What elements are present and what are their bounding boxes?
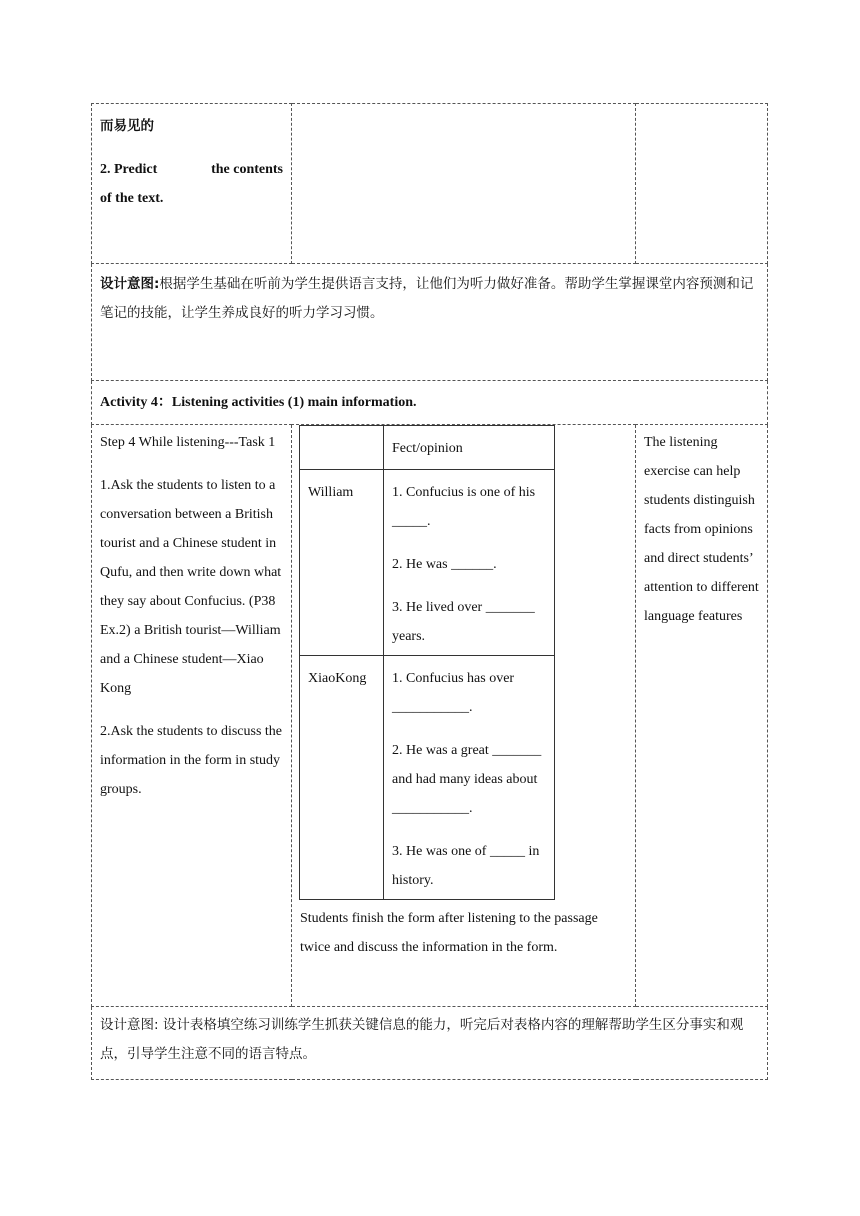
form-item: 2. He was a great _______ and had many ideas about ___________. bbox=[392, 743, 542, 816]
cell-purpose bbox=[636, 425, 768, 1007]
step-title: Step 4 While listening---Task 1 bbox=[100, 435, 276, 450]
cell-steps bbox=[92, 425, 292, 1007]
cell-activity-4 bbox=[92, 381, 768, 425]
form-name-william: William bbox=[300, 470, 384, 656]
predict-left: 2. Predict bbox=[100, 162, 158, 177]
form-after-text: Students finish the form after listening to the passage twice and discuss the information in the form. bbox=[300, 911, 598, 955]
row-design-1 bbox=[92, 264, 768, 381]
cell-empty-1 bbox=[292, 104, 636, 264]
outer-table bbox=[91, 103, 768, 1080]
cell-empty-2 bbox=[636, 104, 768, 264]
design-text-2: 设计意图: 设计表格填空练习训练学生抓获关键信息的能力，听完后对表格内容的理解帮助学生区分事实和观点，引导学生注意不同的语言特点。 bbox=[100, 1017, 744, 1062]
text-er-yi-jian-de: 而易见的 bbox=[100, 118, 154, 134]
form-header: Fect/opinion bbox=[384, 426, 555, 470]
cell-design-2 bbox=[92, 1007, 768, 1080]
form-item: 2. He was ______. bbox=[392, 557, 497, 572]
form-header-row bbox=[300, 426, 555, 470]
form-item: 1. Confucius is one of his _____. bbox=[392, 485, 536, 529]
form-item: 3. He was one of _____ in history. bbox=[392, 844, 540, 888]
design-text-1: 根据学生基础在听前为学生提供语言支持，让他们为听力做好准备。帮助学生掌握课堂内容预测和记笔记的技能，让学生养成良好的听力学习习惯。 bbox=[100, 276, 754, 321]
design-label: 设计意图: bbox=[100, 276, 160, 292]
form-items-xiaokong bbox=[384, 656, 555, 900]
form-row-xiaokong bbox=[300, 656, 555, 900]
row-predict bbox=[92, 104, 768, 264]
purpose-text: The listening exercise can help students distinguish facts from opinions and direct students’ attention to different language features bbox=[644, 435, 759, 624]
predict-right: the contents bbox=[211, 162, 283, 177]
row-activity-4 bbox=[92, 381, 768, 425]
form-header-empty bbox=[300, 426, 384, 470]
cell-predict bbox=[92, 104, 292, 264]
predict-line bbox=[100, 155, 283, 184]
step-para-2: 2.Ask the students to discuss the information in the form in study groups. bbox=[100, 724, 282, 797]
step-para-1: 1.Ask the students to listen to a conversation between a British tourist and a Chinese student in Qufu, and then write down what they say about Confucius. (P38 Ex.2) a British tourist—William and a Chinese student—Xiao Kong bbox=[100, 478, 282, 696]
cell-design-1 bbox=[92, 264, 768, 381]
fact-opinion-form bbox=[299, 425, 555, 900]
form-item: 3. He lived over _______ years. bbox=[392, 600, 535, 644]
lesson-plan-table bbox=[91, 103, 767, 1080]
activity-4-title: Activity 4：Listening activities (1) main information. bbox=[100, 395, 417, 410]
form-item: 1. Confucius has over ___________. bbox=[392, 671, 515, 715]
cell-form bbox=[292, 425, 636, 1007]
predict-line2: of the text. bbox=[100, 191, 164, 206]
form-row-william bbox=[300, 470, 555, 656]
row-design-2 bbox=[92, 1007, 768, 1080]
form-items-william bbox=[384, 470, 555, 656]
row-listening bbox=[92, 425, 768, 1007]
form-name-xiaokong: XiaoKong bbox=[300, 656, 384, 900]
